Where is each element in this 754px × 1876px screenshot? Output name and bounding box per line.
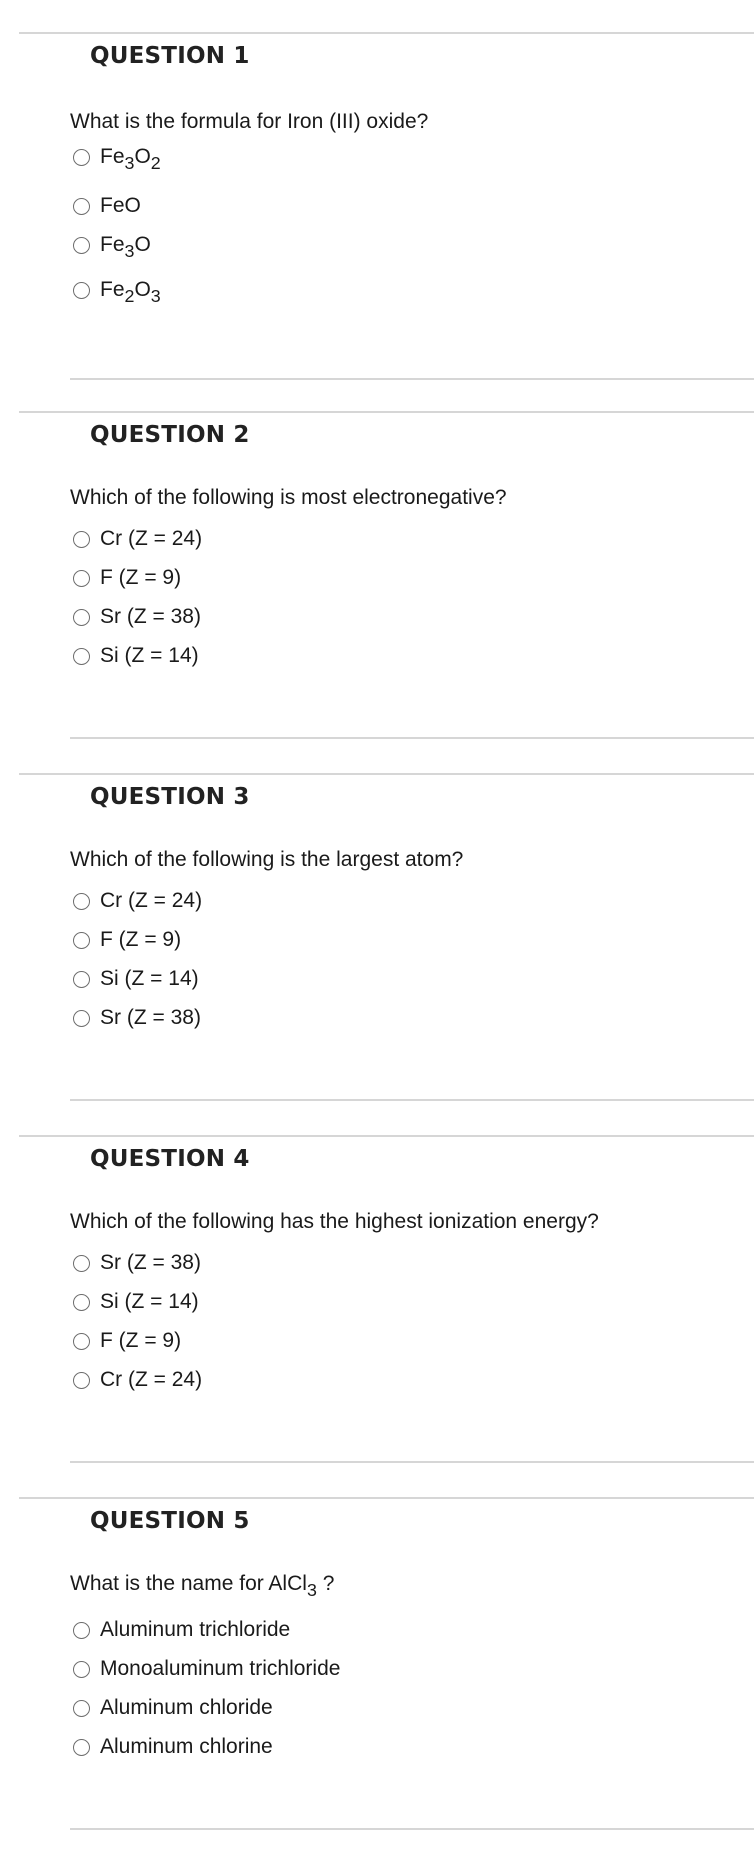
- answer-label: Si (Z = 14): [100, 1290, 199, 1313]
- answer-option[interactable]: [73, 1365, 202, 1395]
- question-divider-top: [19, 411, 754, 413]
- answer-label: Aluminum chlorine: [100, 1735, 273, 1758]
- radio-button[interactable]: [73, 1294, 90, 1311]
- answer-option[interactable]: [73, 886, 202, 916]
- question-divider-top: [19, 773, 754, 775]
- radio-button[interactable]: [73, 149, 90, 166]
- question-divider-bottom: [70, 737, 754, 739]
- radio-button[interactable]: [73, 1010, 90, 1027]
- question-divider-bottom: [70, 1099, 754, 1101]
- radio-button[interactable]: [73, 1372, 90, 1389]
- question-2: [0, 411, 754, 778]
- question-divider-bottom: [70, 1828, 754, 1830]
- answer-option[interactable]: [73, 142, 161, 172]
- question-text: What is the formula for Iron (III) oxide?: [70, 110, 429, 133]
- radio-button[interactable]: [73, 1255, 90, 1272]
- answer-option[interactable]: [73, 230, 151, 260]
- answer-option[interactable]: [73, 964, 199, 994]
- question-divider-top: [19, 32, 754, 34]
- answer-label: Aluminum trichloride: [100, 1618, 291, 1641]
- answer-option[interactable]: [73, 1654, 340, 1684]
- radio-button[interactable]: [73, 198, 90, 215]
- radio-button[interactable]: [73, 893, 90, 910]
- answer-option[interactable]: [73, 1326, 181, 1356]
- radio-button[interactable]: [73, 570, 90, 587]
- radio-button[interactable]: [73, 282, 90, 299]
- answer-option[interactable]: [73, 602, 201, 632]
- answer-option[interactable]: [73, 1732, 273, 1762]
- radio-button[interactable]: [73, 531, 90, 548]
- answer-option[interactable]: [73, 1287, 199, 1317]
- answer-label: F (Z = 9): [100, 566, 182, 589]
- answer-label: F (Z = 9): [100, 1329, 182, 1352]
- radio-button[interactable]: [73, 1739, 90, 1756]
- question-divider-top: [19, 1497, 754, 1499]
- answer-option[interactable]: [73, 1693, 273, 1723]
- answer-label: Fe3O2: [100, 145, 161, 174]
- question-text: Which of the following is the largest atom?: [70, 848, 464, 871]
- radio-button[interactable]: [73, 237, 90, 254]
- answer-label: Si (Z = 14): [100, 967, 199, 990]
- question-text: Which of the following has the highest ionization energy?: [70, 1210, 599, 1233]
- answer-label: Sr (Z = 38): [100, 605, 201, 628]
- radio-button[interactable]: [73, 1661, 90, 1678]
- answer-label: Si (Z = 14): [100, 644, 199, 667]
- question-title: QUESTION 2: [90, 422, 250, 448]
- answer-option[interactable]: [73, 1248, 201, 1278]
- answer-option[interactable]: [73, 1003, 201, 1033]
- answer-option[interactable]: [73, 1615, 290, 1645]
- radio-button[interactable]: [73, 1333, 90, 1350]
- question-title: QUESTION 1: [90, 43, 250, 69]
- answer-option[interactable]: [73, 641, 199, 671]
- question-divider-top: [19, 1135, 754, 1137]
- answer-label: Sr (Z = 38): [100, 1006, 201, 1029]
- radio-button[interactable]: [73, 971, 90, 988]
- answer-label: Monoaluminum trichloride: [100, 1657, 341, 1680]
- question-1: [0, 32, 754, 399]
- question-3: [0, 773, 754, 1140]
- answer-label: Fe3O: [100, 233, 151, 262]
- answer-label: Cr (Z = 24): [100, 889, 203, 912]
- question-5: [0, 1497, 754, 1864]
- answer-label: Cr (Z = 24): [100, 527, 203, 550]
- question-4: [0, 1135, 754, 1502]
- answer-label: Fe2O3: [100, 278, 161, 307]
- question-divider-bottom: [70, 1461, 754, 1463]
- answer-label: F (Z = 9): [100, 928, 182, 951]
- answer-option[interactable]: [73, 275, 161, 305]
- answer-option[interactable]: [73, 563, 181, 593]
- answer-option[interactable]: [73, 191, 141, 221]
- radio-button[interactable]: [73, 648, 90, 665]
- question-title: QUESTION 4: [90, 1146, 250, 1172]
- question-text: Which of the following is most electronegative?: [70, 486, 507, 509]
- radio-button[interactable]: [73, 1622, 90, 1639]
- question-text: What is the name for AlCl3 ?: [70, 1572, 335, 1601]
- answer-label: FeO: [100, 194, 141, 217]
- radio-button[interactable]: [73, 932, 90, 949]
- answer-option[interactable]: [73, 524, 202, 554]
- answer-label: Sr (Z = 38): [100, 1251, 201, 1274]
- question-divider-bottom: [70, 378, 754, 380]
- radio-button[interactable]: [73, 609, 90, 626]
- radio-button[interactable]: [73, 1700, 90, 1717]
- question-title: QUESTION 3: [90, 784, 250, 810]
- answer-label: Cr (Z = 24): [100, 1368, 203, 1391]
- question-title: QUESTION 5: [90, 1508, 250, 1534]
- answer-label: Aluminum chloride: [100, 1696, 273, 1719]
- answer-option[interactable]: [73, 925, 181, 955]
